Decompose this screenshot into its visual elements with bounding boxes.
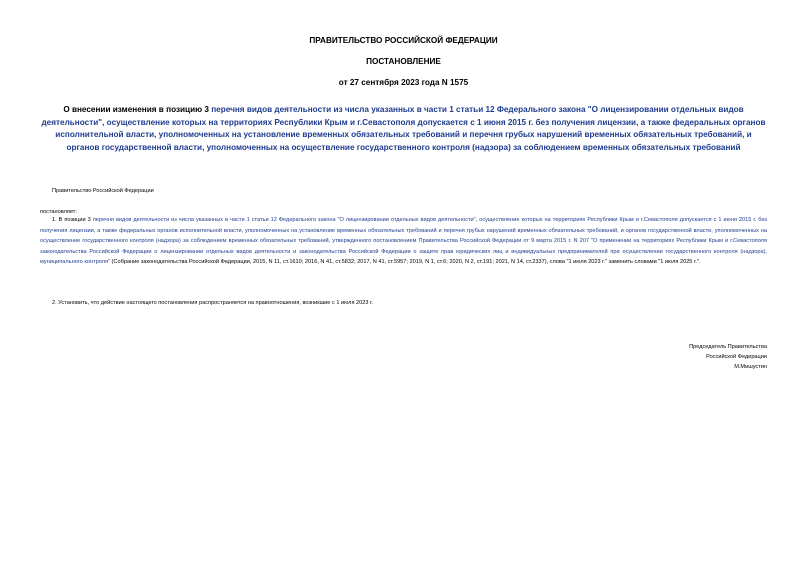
title-link[interactable]: перечня видов деятельности из числа указанных в части 1 статьи 12 Федерального закона "О лицензировании отдельных видов деятельности", осуществление которых на территориях Республики Крым и г.Севастополя допускается с 1 июня 2015 г. без получения лицензии, а также федеральных органов исполнительной власти, уполномоченных на установление временных обязательных требований и перечня грубых нарушений временных обязательных требований, и органов государственной власти, уполномоченных на осуществление государственного контроля (надзора) за соблюдением временных обязательных требований bbox=[41, 105, 766, 152]
decides-label: постановляет: bbox=[40, 209, 77, 215]
item-1-paragraph bbox=[40, 215, 767, 268]
signature-position-line-1: Председатель Правительства bbox=[689, 344, 767, 350]
title-prefix: О внесении изменения в позицию 3 bbox=[63, 105, 212, 114]
item-1-decree-link[interactable]: , утвержденного постановлением Правительства Российской Федерации от 9 марта 2015 г. N 207 "О применении на территориях Республики Крым и г.Севастополя законодательства Российской Федерации о лицензировании отдельных видов деятельности и законодательства Российской Федерации о защите прав юридических лиц и индивидуальных предпринимателей при осуществлении государственного контроля (надзора), муниципального контроля" bbox=[40, 238, 767, 265]
date-number: от 27 сентября 2023 года N 1575 bbox=[338, 78, 469, 87]
signature-position-line-2: Российской Федерации bbox=[706, 354, 767, 360]
document-type: ПОСТАНОВЛЕНИЕ bbox=[366, 57, 441, 66]
item-2-paragraph: 2. Установить, что действие настоящего постановления распространяется на правоотношения, возникшие с 1 июля 2023 г. bbox=[52, 300, 373, 306]
signature-name: М.Мишустин bbox=[734, 364, 767, 370]
item-1-suffix: (Собрание законодательства Российской Федерации, 2015, N 11, ст.1610; 2016, N 41, ст.5832; 2017, N 41, ст.5957; 2019, N 1, ст.6; 2020, N 2, ст.191; 2021, N 14, ст.2337), слова "1 июля 2023 г." заменить словами "1 июля 2025 г.". bbox=[110, 259, 701, 265]
government-heading: ПРАВИТЕЛЬСТВО РОССИЙСКОЙ ФЕДЕРАЦИИ bbox=[309, 36, 498, 45]
document-title bbox=[40, 104, 767, 154]
item-1-prefix: 1. В позиции 3 bbox=[52, 217, 93, 223]
government-reference: Правительство Российской Федерации bbox=[52, 188, 154, 194]
item-1-list-link[interactable]: перечня видов деятельности из числа указанных в части 1 статьи 12 Федерального закона "О лицензировании отдельных видов деятельности", осуществление которых на территориях Республики Крым и г.Севастополя допускается с 1 июня 2015 г. без получения лицензии, а также федеральных органов исполнительной власти, уполномоченных на установление временных обязательных требований и перечня грубых нарушений временных обязательных требований, и органов государственной власти, уполномоченных на осуществление государственного контроля (надзора) за соблюдением временных обязательных требований bbox=[40, 217, 767, 244]
